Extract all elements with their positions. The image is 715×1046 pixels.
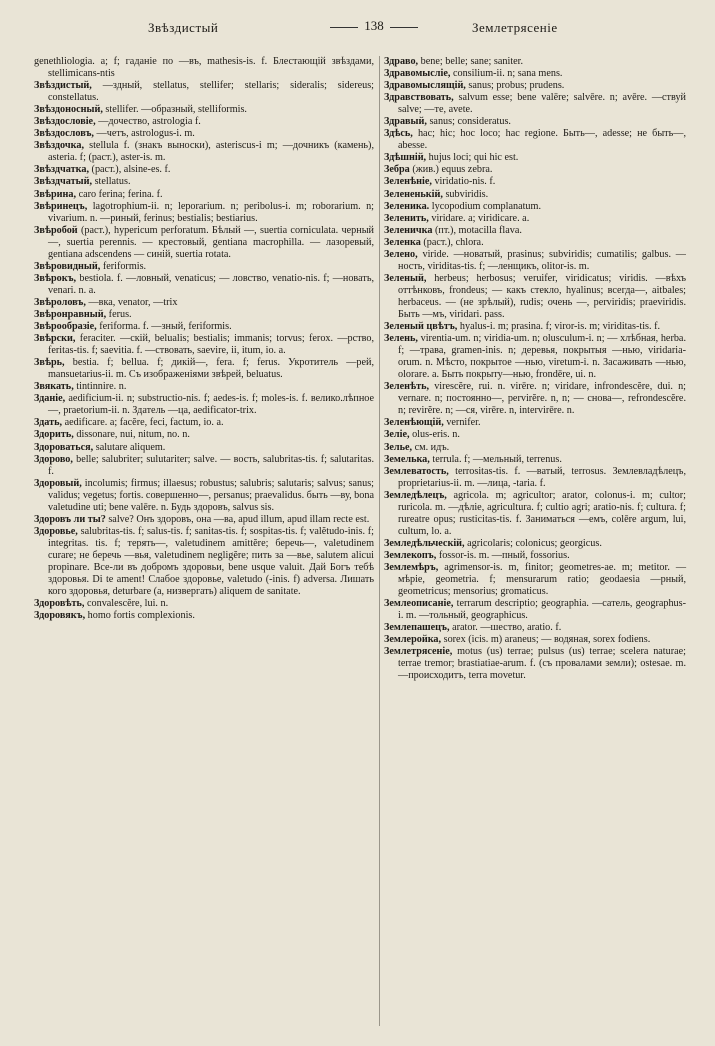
headword: Звякать,: [34, 381, 74, 393]
dictionary-entry: [34, 610, 374, 622]
page-number: 138: [364, 18, 384, 33]
dictionary-entry: [34, 333, 374, 357]
dictionary-entry: [34, 417, 374, 429]
dictionary-entry: [34, 176, 374, 188]
entry-definition: feriforma. f. —зный, feriformis.: [99, 321, 232, 333]
entry-definition: subviridis.: [445, 188, 489, 200]
headword: Зеленѣющій,: [384, 417, 444, 429]
dictionary-entry: [384, 213, 686, 225]
entry-definition: hyalus-i. m; prasina. f; viror-is. m; viriditas-tis. f.: [459, 321, 661, 333]
entry-definition: terrula. f; —мельный, terrenus.: [432, 453, 562, 465]
headword: Звѣробой: [34, 224, 78, 236]
dictionary-entry: [34, 393, 374, 417]
entry-definition: ferus.: [108, 308, 132, 320]
entry-definition: hujus loci; qui hic est.: [428, 152, 519, 164]
dictionary-entry: [34, 80, 374, 104]
entry-definition: bene; belle; sane; saniter.: [420, 56, 524, 67]
dictionary-entry: [384, 598, 686, 622]
dictionary-entry: [384, 321, 686, 333]
entry-definition: —здный, stellatus, stellifer; stellaris; sideralis; sidereus; constellatus.: [48, 80, 375, 104]
headword: Зеленѣніе,: [384, 176, 432, 188]
headword: Звѣздословъ,: [34, 128, 94, 140]
entry-definition: agrimensor-is. m, finitor; geometres-ae. m; metitor. —мѣріе, geometria. f; mensurarum ratio; geodaesia —рный, geometricus; mensorius; gromaticus.: [398, 561, 687, 598]
headword: Землеватость,: [384, 465, 449, 477]
header-right-word: Землетрясеніе: [472, 20, 558, 35]
dictionary-entry: [384, 92, 686, 116]
dictionary-entry: [384, 333, 686, 381]
dictionary-entry: [34, 478, 374, 514]
entry-definition: motus (us) terrae; pulsus (us) terrae; scelera naturae; terrae tremor; brastiatiae-arum. f. (съ провалами земли); ostesae. m. —происходитъ, terra movetur.: [398, 646, 686, 682]
headword: Здравствовать,: [384, 92, 454, 104]
dictionary-entry: [384, 417, 686, 429]
entry-definition: salvum esse; bene valēre; salvēre. n; avēre. —ствуй salve; —те, avete.: [398, 92, 686, 116]
headword: Зелень,: [384, 333, 418, 345]
entry-definition: salve? Онъ здоровъ, она —ва, apud illum, apud illam recte est.: [108, 513, 370, 525]
entry-definition: —вка, venator, —trix: [88, 296, 178, 308]
headword: Здѣшній,: [384, 152, 427, 164]
headword: Зелененькій,: [384, 188, 443, 200]
headword: Звѣронравный,: [34, 308, 107, 320]
dictionary-entry: [384, 225, 686, 237]
dictionary-entry: [384, 68, 686, 80]
page-number-block: [314, 18, 434, 34]
dictionary-entry: [384, 152, 686, 164]
entry-definition: fossor-is. m. —пный, fossorius.: [438, 549, 570, 561]
dictionary-entry: [34, 140, 374, 164]
headword: Здоровякъ,: [34, 610, 86, 622]
headword: Здорово,: [34, 453, 73, 465]
entry-definition: genethliologia. a; f; гаданіе по —въ, mathesis-is. f. Блестающій звѣздами, stellimicans-ntis: [34, 56, 374, 80]
dictionary-entry: [384, 189, 686, 201]
entry-definition: bestiola. f. —ловный, venaticus; — ловство, venatio-nis. f; —новать, venari. n. a.: [48, 272, 375, 296]
entry-definition: —четъ, astrologus-i. m.: [96, 128, 195, 140]
headword: Землепашецъ,: [384, 622, 450, 634]
headword: Зеліе,: [384, 429, 410, 441]
dictionary-entry: [384, 634, 686, 646]
entry-definition: virentia-um. n; viridia-um. n; olusculum-i. n; — хлѣбная, herba. f; —трава, gramen-inis. n; деревья, покрытыя —нью, viridaria-orum. n. Мѣсто, покрытое —нью, viretum-i. n. Засаживать —нью, olorare. a. Быть покрыту—нью, frondēre, ui. n.: [398, 333, 686, 381]
dictionary-entry: [384, 237, 686, 249]
headword: Здать,: [34, 417, 63, 429]
entry-definition: stellifer. —образный, stelliformis.: [105, 104, 247, 116]
headword: Зеленый,: [384, 272, 427, 284]
headword: Зеленика.: [384, 200, 430, 212]
headword: Звѣроловъ,: [34, 296, 86, 308]
entry-definition: salutare aliquem.: [95, 441, 166, 453]
dictionary-entry: [384, 442, 686, 454]
entry-definition: agricolaris; colonicus; georgicus.: [467, 537, 602, 549]
headword: Звѣрски,: [34, 333, 76, 345]
headword: Зданіе,: [34, 393, 66, 405]
entry-definition: herbeus; herbosus; veruifer, viridicatus; viridis. —вѣхъ оттѣнковъ, frondeus; — какъ стекло, hyalinus; всегда—, aitbales; herbaceus. — (не зрѣлый), rudis; очень —, perviridis; praeviridis. Быть —мъ, viridari. pass.: [398, 272, 687, 320]
dictionary-entry: [34, 297, 374, 309]
entry-definition: tintinnire. n.: [76, 381, 127, 393]
entry-definition: feriformis.: [102, 260, 147, 272]
dictionary-entry: [34, 261, 374, 273]
headword: Здорить,: [34, 429, 74, 441]
headword: Зеленить,: [384, 212, 429, 224]
entry-definition: см. идъ.: [414, 441, 450, 453]
dictionary-entry: [34, 429, 374, 441]
headword: Землемѣръ,: [384, 561, 439, 573]
entry-definition: aedificare. a; facĕre, feci, factum, io. a.: [64, 417, 224, 429]
dictionary-entry: [384, 249, 686, 273]
headword: Здоровый,: [34, 477, 82, 489]
dictionary-entry: [34, 321, 374, 333]
header-dash-right: [390, 27, 418, 28]
entry-definition: vernifer.: [446, 417, 481, 429]
dictionary-entry: [384, 128, 686, 152]
entry-definition: convalescĕre, lui. n.: [86, 598, 169, 610]
headword: Землеройка,: [384, 634, 442, 646]
headword: Здравомысліе,: [384, 68, 451, 80]
headword: Земелька,: [384, 453, 430, 465]
running-header: [52, 18, 659, 38]
header-left-word: Звѣздистый: [148, 20, 219, 35]
dictionary-entry: [34, 164, 374, 176]
entry-definition: sorex (icis. m) araneus; — водяная, sorex fodiens.: [443, 634, 651, 646]
dictionary-entry: [34, 309, 374, 321]
entry-definition: olus-eris. n.: [412, 429, 460, 441]
entry-definition: hac; hic; hoc loco; hac regione. Быть—, adesse; не быть—, abesse.: [398, 128, 687, 152]
dictionary-entry: [34, 128, 374, 140]
entry-definition: sanus; probus; prudens.: [468, 80, 565, 92]
headword: Здоровѣть,: [34, 598, 85, 610]
dictionary-entry: [384, 490, 686, 538]
headword: Земледѣлецъ,: [384, 489, 447, 501]
headword: Землекопъ,: [384, 549, 437, 561]
headword: Зебра: [384, 164, 410, 176]
entry-definition: viride. —новатый, prasinus; subviridis; cumatilis; galbus. —ность, viriditas-tis. f; —ленщикъ, olitor-is. m.: [398, 248, 686, 272]
entry-definition: belle; salubriter; sulutariter; salve. — вость, salubritas-tis. f; salutaritas. f.: [48, 453, 374, 477]
entry-definition: dissonare, nui, nitum, no. n.: [76, 429, 190, 441]
headword: Земледѣльческій,: [384, 537, 465, 549]
dictionary-entry: [384, 80, 686, 92]
entry-definition: salubritas-tis. f; salus-tis. f; sanitas-tis. f; sospitas-tis. f; valĕtudo-inis. f; integritas. tis. f; терять—, valetudinem amittĕre; беречь—, valetudinem curare; не беречь —вья, valetudinem negligĕre; пить за —вье, salutem alicui propinare. Все-ли въ добромъ здоровьи, bene usque valuit. Дай Богъ тебѣ здоровья. Di te ament! Слабое здоровье, valetudo (-inis. f) adversa. Лишать кого здоровья, deturbare (a, низвергать) aliquem de sanitate.: [48, 525, 374, 598]
entry-definition: terrositas-tis. f. —ватый, terrosus. Землевладѣлецъ, proprietarius-ii. m. —лица, -taria. f.: [398, 465, 686, 489]
entry-definition: bestia. f; bellua. f; дикій—, fera. f; ferus. Укротитель —рей, mansuetarius-ii. m. Съ изображеніями звѣрей, beluatus.: [48, 357, 374, 381]
dictionary-entry: [384, 381, 686, 417]
dictionary-entry: [34, 598, 374, 610]
header-dash-left: [330, 27, 358, 28]
headword: Звѣздчатка,: [34, 164, 89, 176]
headword: Зелено,: [384, 248, 418, 260]
dictionary-entry: [34, 526, 374, 598]
dictionary-entry: [34, 201, 374, 225]
headword: Звѣрокъ,: [34, 272, 77, 284]
entry-definition: (раст.), chlora.: [423, 236, 484, 248]
headword: Здравомыслящій,: [384, 80, 466, 92]
dictionary-entry: [384, 622, 686, 634]
dictionary-entry: [384, 201, 686, 213]
entry-definition: incolumis; firmus; illaesus; robustus; salubris; salutaris; salvus; sanus; validus; vegetus; fortis. совершенно—, persanus; praevalidus. быть —ву, bona valetudine uti; bene valēre. n. Будь здоровъ, salvus sis.: [48, 477, 374, 513]
entry-definition: terrarum descriptio; geographia. —сатель, geographus-i. m. —тольный, geographicus.: [398, 598, 686, 622]
headword: Зеленка: [384, 236, 421, 248]
dictionary-entry: [384, 538, 686, 550]
headword: Здороваться,: [34, 441, 94, 453]
headword: Зеленѣть,: [384, 381, 430, 393]
dictionary-entry: [384, 116, 686, 128]
headword: Звѣздчатый,: [34, 176, 93, 188]
dictionary-entry: [384, 429, 686, 441]
dictionary-entry: [384, 273, 686, 321]
entry-definition: (раст.), alsine-es. f.: [91, 164, 171, 176]
column-divider: [379, 56, 380, 1026]
entry-definition: agricola. m; agricultor; arator, colonus-i. m; cultor; ruricola. m. —дѣліе, agricultura. f; cultio agri; aratio-nis. f; cultura. f; rureatre opus; rusticitas-tis. f. Заниматься —емъ, colēre argum, lui, cultum, lo. a.: [398, 489, 687, 537]
dictionary-entry: [384, 176, 686, 188]
dictionary-entry: [384, 56, 686, 68]
dictionary-entry: [384, 550, 686, 562]
headword: Зеленый цвѣтъ,: [384, 321, 458, 333]
dictionary-entry: [34, 116, 374, 128]
headword: Здоровье,: [34, 525, 78, 537]
dictionary-entry: [34, 454, 374, 478]
headword: Звѣровидный,: [34, 260, 101, 272]
dictionary-entry: [34, 514, 374, 526]
dictionary-entry: [34, 225, 374, 261]
entry-definition: stellatus.: [94, 176, 131, 188]
headword: Звѣрина,: [34, 188, 77, 200]
headword: Зелье,: [384, 441, 413, 453]
entry-definition: viridatio-nis. f.: [434, 176, 496, 188]
dictionary-entry: [384, 466, 686, 490]
headword: Звѣздословіе,: [34, 116, 96, 128]
headword: Звѣздочка,: [34, 140, 84, 152]
entry-definition: virescĕre, rui. n. virēre. n; viridare, infrondescĕre, dui. n; vernare. n; постоянно—, pervirĕre. n, n; — снова—, refrondescĕre. n; revirĕre. n; —ся, virēre. n, intervirēre. n.: [398, 381, 687, 417]
dictionary-entry: [384, 164, 686, 176]
entry-definition: consilium-ii. n; sana mens.: [452, 68, 563, 80]
headword: Звѣрь,: [34, 357, 65, 369]
headword: Звѣрообразіе,: [34, 321, 97, 333]
entry-definition: feraciter. —скій, belualis; bestialis; immanis; torvus; ferox. —рство, feritas-tis. f; saevitia. f. —ствовать, saevire, ii, itum, io. a.: [48, 333, 374, 357]
right-column: [384, 56, 686, 682]
dictionary-entry: [384, 646, 686, 682]
dictionary-entry: [34, 442, 374, 454]
headword: Здравый,: [384, 116, 427, 128]
entry-definition: —дочество, astrologia f.: [98, 116, 201, 128]
headword: Звѣздоносный,: [34, 104, 103, 116]
headword: Зеленичка: [384, 224, 433, 236]
entry-definition: lagotrophium-ii. n; leporarium. n; peribolus-i. m; roborarium. n; vivarium. n. —риный, ferinus; bestialis; bestiarius.: [48, 200, 375, 224]
entry-definition: sanus; consideratus.: [429, 116, 511, 128]
headword: Землетрясеніе,: [384, 646, 453, 658]
entry-definition: homo fortis complexionis.: [87, 610, 195, 622]
dictionary-entry: [34, 104, 374, 116]
dictionary-entry: [34, 56, 374, 80]
entry-definition: arator. —шество, aratio. f.: [452, 622, 562, 634]
dictionary-entry: [34, 273, 374, 297]
dictionary-entry: [384, 454, 686, 466]
dictionary-entry: [34, 381, 374, 393]
headword: Здѣсь,: [384, 128, 413, 140]
dictionary-entry: [34, 189, 374, 201]
entry-definition: (жив.) equus zebra.: [412, 164, 493, 176]
headword: Землеописаніе,: [384, 598, 454, 610]
headword: Здоровъ ли ты?: [34, 513, 106, 525]
entry-definition: viridare. a; viridicare. a.: [431, 212, 530, 224]
entry-definition: lycopodium complanatum.: [431, 200, 541, 212]
headword: Звѣздистый,: [34, 80, 92, 92]
dictionary-entry: [384, 562, 686, 598]
entry-definition: caro ferina; ferina. f.: [78, 188, 163, 200]
entry-definition: stellula f. (знакъ выноски), asteriscus-i m; —дочникъ (камень), asteria. f; (раст.), aster-is. m.: [48, 140, 374, 164]
headword: Здраво,: [384, 56, 419, 67]
entry-definition: (пт.), motacilla flava.: [434, 224, 522, 236]
headword: Звѣринецъ,: [34, 200, 88, 212]
entry-definition: aedificium-ii. n; substructio-nis. f; aedes-is. f; moles-is. f. велико.лѣпное—, praetorium-ii. n. Здатель —ца, aedificator-trix.: [48, 393, 375, 417]
left-column: [34, 56, 374, 622]
entry-definition: (раст.), hypericum perforatum. Бѣлый —, suertia corniculata. черный —, suertia perennis. — крестовый, gentiana macrophilla. — лазоревый, gentiana adscendens — синій, suertia rotata.: [48, 224, 375, 260]
dictionary-entry: [34, 357, 374, 381]
